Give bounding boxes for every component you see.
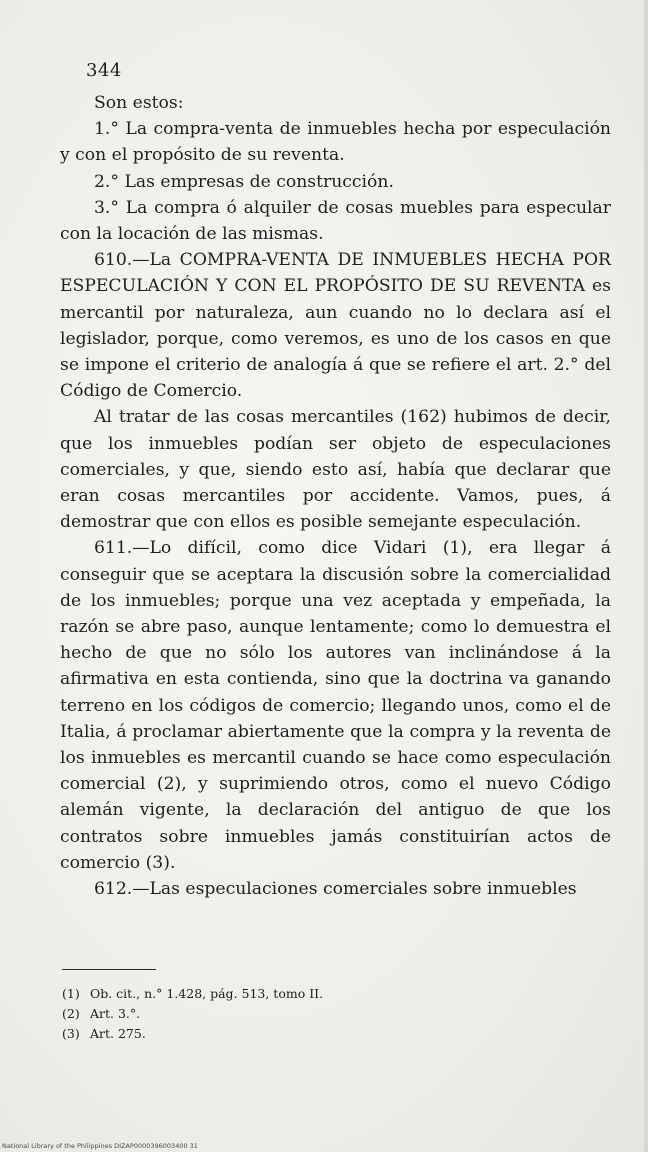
- footnote-mark: (3): [62, 1026, 80, 1041]
- footnote-text: Art. 275.: [89, 1026, 146, 1041]
- paragraph-intro: Son estos:: [94, 93, 184, 113]
- footnote-mark: (1): [62, 986, 80, 1001]
- footnote-text: Art. 3.°.: [89, 1006, 141, 1021]
- page-edge-shadow: [644, 0, 648, 1152]
- paragraph-section-610-continued: Al tratar de las cosas mercantiles (162) hubimos de decir, que los inmuebles podían ser objeto de especulaciones comerciales, y que, siendo esto así, había que declarar que eran cosas mercantiles por accidente. Vamos, pues, á demostrar que con ellos es posible semejante especulación.: [60, 407, 611, 533]
- paragraph-section-611: 611.—Lo difícil, como dice Vidari (1), era llegar á conseguir que se aceptara la discusión sobre la comercialidad de los inmuebles; porque una vez aceptada y empeñada, la razón se abre paso, aunque lentamente; como lo demuestra el hecho de que no sólo los autores van inclinándose á la afirmativa en esta contienda, sino que la doctrina va ganando terreno en los códigos de comercio; llegando unos, como el de Italia, á proclamar abiertamente que la compra y la reventa de los inmuebles es mercantil cuando se hace como especulación comercial (2), y suprimiendo otros, como el nuevo Código alemán vigente, la declaración del antiguo de que los contratos sobre inmuebles jamás constituirían actos de comercio (3).: [60, 538, 611, 873]
- list-item-1: 1.° La compra-venta de inmuebles hecha por especulación y con el propósito de su reventa.: [60, 119, 611, 166]
- footnotes: [62, 984, 482, 1044]
- footnote-1: [62, 984, 482, 1004]
- footnote-2: [62, 1004, 482, 1024]
- paragraph-section-610: 610.—La COMPRA-VENTA DE INMUEBLES HECHA POR ESPECULACIÓN Y CON EL PROPÓSITO DE SU REVENTA es mercantil por naturaleza, aun cuando no lo declara así el legislador, porque, como veremos, es uno de los casos en que se impone el criterio de analogía á que se refiere el art. 2.° del Código de Comercio.: [60, 250, 611, 402]
- body-text: [60, 90, 611, 902]
- footnote-3: [62, 1024, 482, 1044]
- footnote-text: Ob. cit., n.° 1.428, pág. 513, tomo II.: [89, 986, 324, 1001]
- footnote-mark: (2): [62, 1006, 80, 1021]
- list-item-3: 3.° La compra ó alquiler de cosas muebles para especular con la locación de las mismas.: [60, 197, 611, 245]
- list-item-2: 2.° Las empresas de construcción.: [94, 171, 394, 192]
- paragraph-section-612: 612.—Las especulaciones comerciales sobre inmuebles: [94, 879, 577, 900]
- footnote-divider: [62, 969, 156, 970]
- library-credit: National Library of the Philippines DIZAP0000396003400 31: [2, 1142, 198, 1150]
- page-number: 344: [86, 60, 122, 81]
